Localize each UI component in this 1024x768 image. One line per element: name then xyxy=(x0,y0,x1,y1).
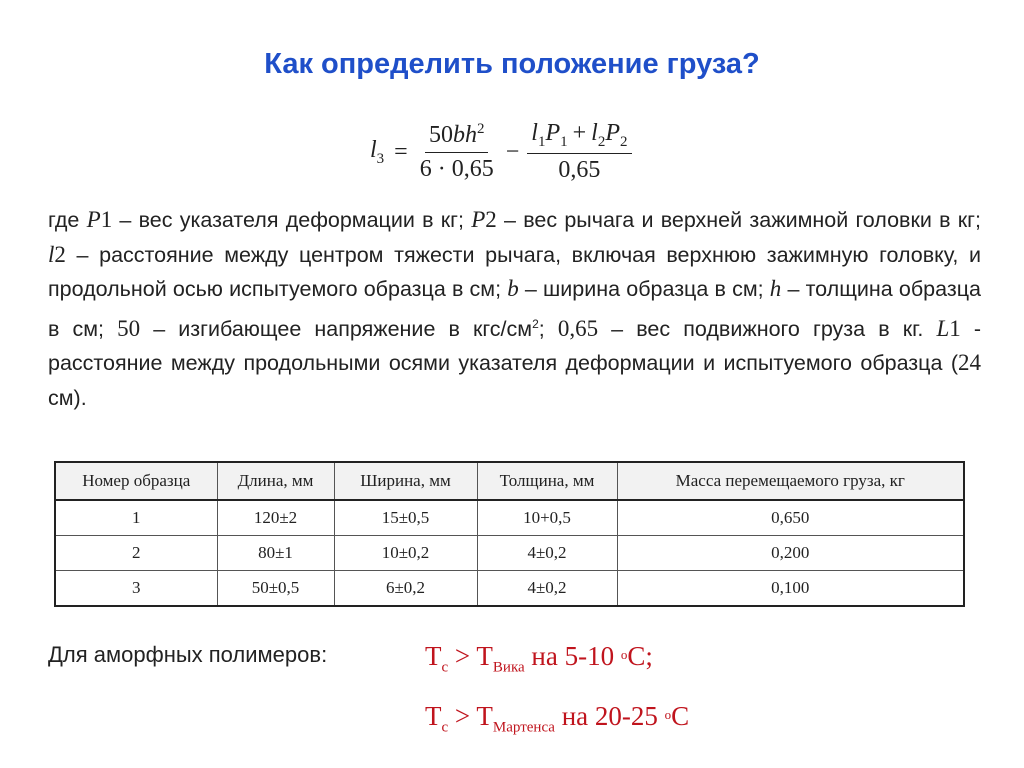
fraction-1-numerator: $50bh^2$ xyxy=(425,121,489,153)
fraction-2-numerator: $l_1P_1 + l_2P_2$ xyxy=(527,120,631,155)
description-paragraph: где P1 – вес указателя деформации в кг; P2 – вес рычага и верхней зажимной головки в кг; l2 – расстояние между центром тяжести рычага, включая верхнюю зажимную головку, и продольной осью испытуемого образца в см; b – ширина образца в см; h – толщина образца в см; 50 – изгибающее напряжение в кгс/$см^2$; 0,65 – вес подвижного груза в кг. L1 - расстояние между продольными осями указателя деформации и испытуемого образца (24 см). xyxy=(48,207,981,410)
table-cell: 3 xyxy=(55,571,217,607)
table-cell: 10±0,2 xyxy=(334,536,477,571)
table-cell: 6±0,2 xyxy=(334,571,477,607)
table-row xyxy=(55,571,964,607)
header-width: Ширина, мм xyxy=(334,462,477,500)
header-length: Длина, мм xyxy=(217,462,334,500)
table-row xyxy=(55,536,964,571)
table-cell: 4±0,2 xyxy=(477,536,617,571)
fraction-1-denominator: 6 · 0,65 xyxy=(419,156,494,182)
table-cell: 0,100 xyxy=(617,571,964,607)
table-cell: 0,200 xyxy=(617,536,964,571)
formula-minus: − xyxy=(505,138,520,165)
table-cell: 80±1 xyxy=(217,536,334,571)
header-thickness: Толщина, мм xyxy=(477,462,617,500)
table-cell: 0,650 xyxy=(617,500,964,536)
table-cell: 1 xyxy=(55,500,217,536)
formula-lhs: $l_3$ xyxy=(370,136,385,167)
fraction-2-denominator: 0,65 xyxy=(558,157,601,184)
table-header-row xyxy=(55,462,964,500)
table-cell: 120±2 xyxy=(217,500,334,536)
formula-fraction-1 xyxy=(416,121,498,183)
formula-equals: = xyxy=(394,138,408,165)
sample-table xyxy=(54,461,965,607)
formula xyxy=(370,112,636,192)
table-cell: 15±0,5 xyxy=(334,500,477,536)
table-row xyxy=(55,500,964,536)
vicat-condition: $T_c > T_{Вика}$ на 5-10 $^o$C; xyxy=(425,641,653,676)
martens-condition: $T_c > T_{Мартенса}$ на 20-25 $^o$C xyxy=(425,701,690,736)
table-cell: 2 xyxy=(55,536,217,571)
table-cell: 10+0,5 xyxy=(477,500,617,536)
page-title: Как определить положение груза? xyxy=(264,48,760,80)
amorphous-polymers-label: Для аморфных полимеров: xyxy=(48,642,328,667)
formula-fraction-2 xyxy=(527,120,631,185)
header-sample-number: Номер образца xyxy=(55,462,217,500)
table-cell: 4±0,2 xyxy=(477,571,617,607)
header-load-mass: Масса перемещаемого груза, кг xyxy=(617,462,964,500)
table-cell: 50±0,5 xyxy=(217,571,334,607)
